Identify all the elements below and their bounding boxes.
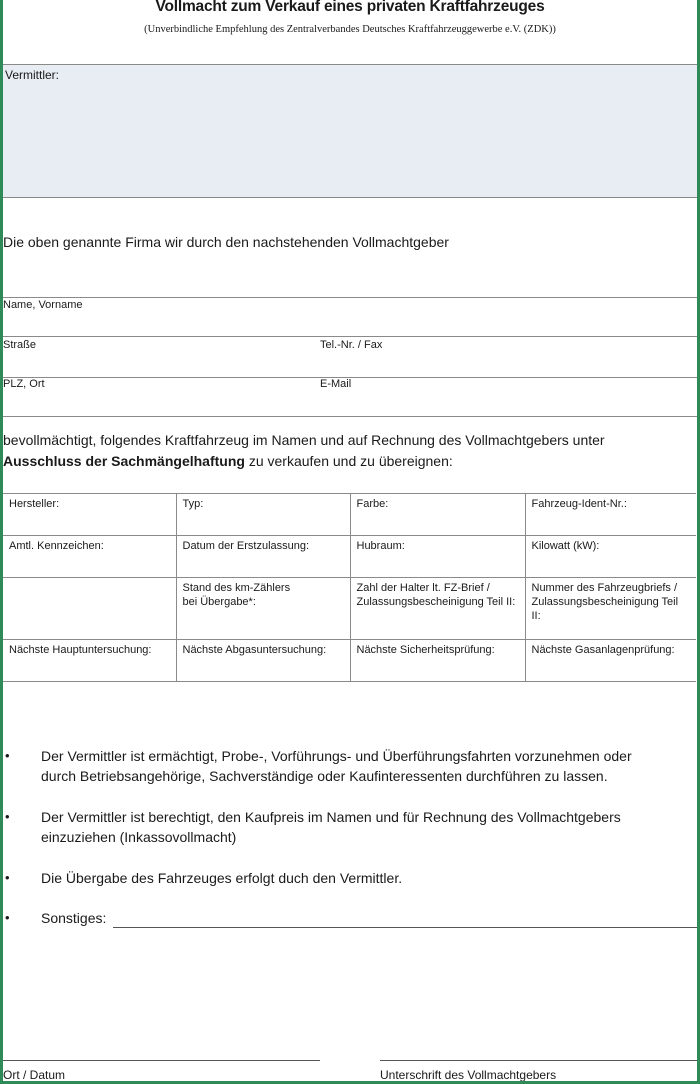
table-row — [3, 640, 696, 682]
document-title: Vollmacht zum Verkauf eines privaten Kraftfahrzeuges — [155, 0, 545, 15]
authorization-line2-rest: zu verkaufen und zu übereignen: — [244, 453, 453, 469]
form-page — [3, 0, 697, 1081]
clause-line: durch Betriebsangehörige, Sachverständige oder Kaufinteressenten durchführen zu lassen. — [41, 768, 608, 784]
owner-count-cell[interactable]: Zahl der Halter lt. FZ-Brief / Zulassungsbescheinigung Teil II: — [350, 578, 525, 640]
odometer-cell[interactable]: Stand des km-Zählers bei Übergabe*: — [176, 578, 350, 640]
authorization-line2 — [3, 453, 453, 469]
clause-test-drives — [41, 746, 632, 786]
type-cell[interactable]: Typ: — [176, 494, 350, 536]
gas-system-check-cell[interactable]: Nächste Gasanlagenprüfung: — [525, 640, 696, 682]
table-row — [3, 578, 696, 640]
license-plate-cell[interactable]: Amtl. Kennzeichen: — [3, 536, 176, 578]
phone-label: Tel.-Nr. / Fax — [320, 339, 383, 351]
clause-line: Der Vermittler ist berechtigt, den Kaufpreis im Namen und für Rechnung des Vollmachtgebers — [41, 809, 621, 825]
color-cell[interactable]: Farbe: — [350, 494, 525, 536]
emission-test-cell[interactable]: Nächste Abgasuntersuchung: — [176, 640, 350, 682]
empty-cell[interactable] — [3, 578, 176, 640]
city-field-line[interactable] — [3, 416, 697, 417]
bullet-icon: • — [5, 910, 10, 925]
bullet-icon: • — [5, 809, 10, 824]
place-date-line[interactable] — [3, 1060, 320, 1061]
street-label: Straße — [3, 339, 37, 351]
clause-collection — [41, 807, 621, 847]
vin-cell[interactable]: Fahrzeug-Ident-Nr.: — [525, 494, 696, 536]
document-subtitle: (Unverbindliche Empfehlung des Zentralverbandes Deutsches Kraftfahrzeuggewerbe e.V. (ZDK)) — [144, 24, 556, 35]
place-date-label: Ort / Datum — [3, 1068, 66, 1081]
main-inspection-cell[interactable]: Nächste Hauptuntersuchung: — [3, 640, 176, 682]
safety-check-cell[interactable]: Nächste Sicherheitsprüfung: — [350, 640, 525, 682]
divider — [3, 297, 697, 298]
liability-exclusion-text: Ausschluss der Sachmängelhaftung — [3, 453, 245, 469]
other-field-line[interactable] — [113, 927, 697, 928]
clause-line: einzuziehen (Inkassovollmacht) — [41, 829, 237, 845]
manufacturer-cell[interactable]: Hersteller: — [3, 494, 176, 536]
name-label: Name, Vorname — [3, 299, 83, 311]
bullet-icon: • — [5, 748, 10, 763]
signature-line[interactable] — [380, 1060, 697, 1061]
table-row — [3, 536, 696, 578]
bullet-icon: • — [5, 870, 10, 885]
clause-line: Der Vermittler ist ermächtigt, Probe-, Vorführungs- und Überführungsfahrten vorzunehmen oder — [41, 748, 632, 764]
vermittler-label: Vermittler: — [5, 68, 60, 82]
vermittler-box[interactable] — [3, 64, 697, 198]
authorization-line1: bevollmächtigt, folgendes Kraftfahrzeug im Namen und auf Rechnung des Vollmachtgebers unter — [3, 432, 605, 448]
registration-number-cell[interactable]: Nummer des Fahrzeugbriefs / Zulassungsbescheinigung Teil II: — [525, 578, 696, 640]
intro-text: Die oben genannte Firma wir durch den nachstehenden Vollmachtgeber — [3, 234, 449, 250]
first-registration-cell[interactable]: Datum der Erstzulassung: — [176, 536, 350, 578]
email-label: E-Mail — [320, 378, 352, 390]
displacement-cell[interactable]: Hubraum: — [350, 536, 525, 578]
signature-label: Unterschrift des Vollmachtgebers — [380, 1068, 557, 1081]
table-row — [3, 494, 696, 536]
other-label: Sonstiges: — [41, 910, 107, 926]
clause-handover: Die Übergabe des Fahrzeuges erfolgt duch den Vermittler. — [41, 870, 403, 886]
city-label: PLZ, Ort — [3, 378, 45, 390]
kilowatt-cell[interactable]: Kilowatt (kW): — [525, 536, 696, 578]
name-field-line[interactable] — [3, 336, 697, 337]
vehicle-data-table — [3, 493, 696, 682]
